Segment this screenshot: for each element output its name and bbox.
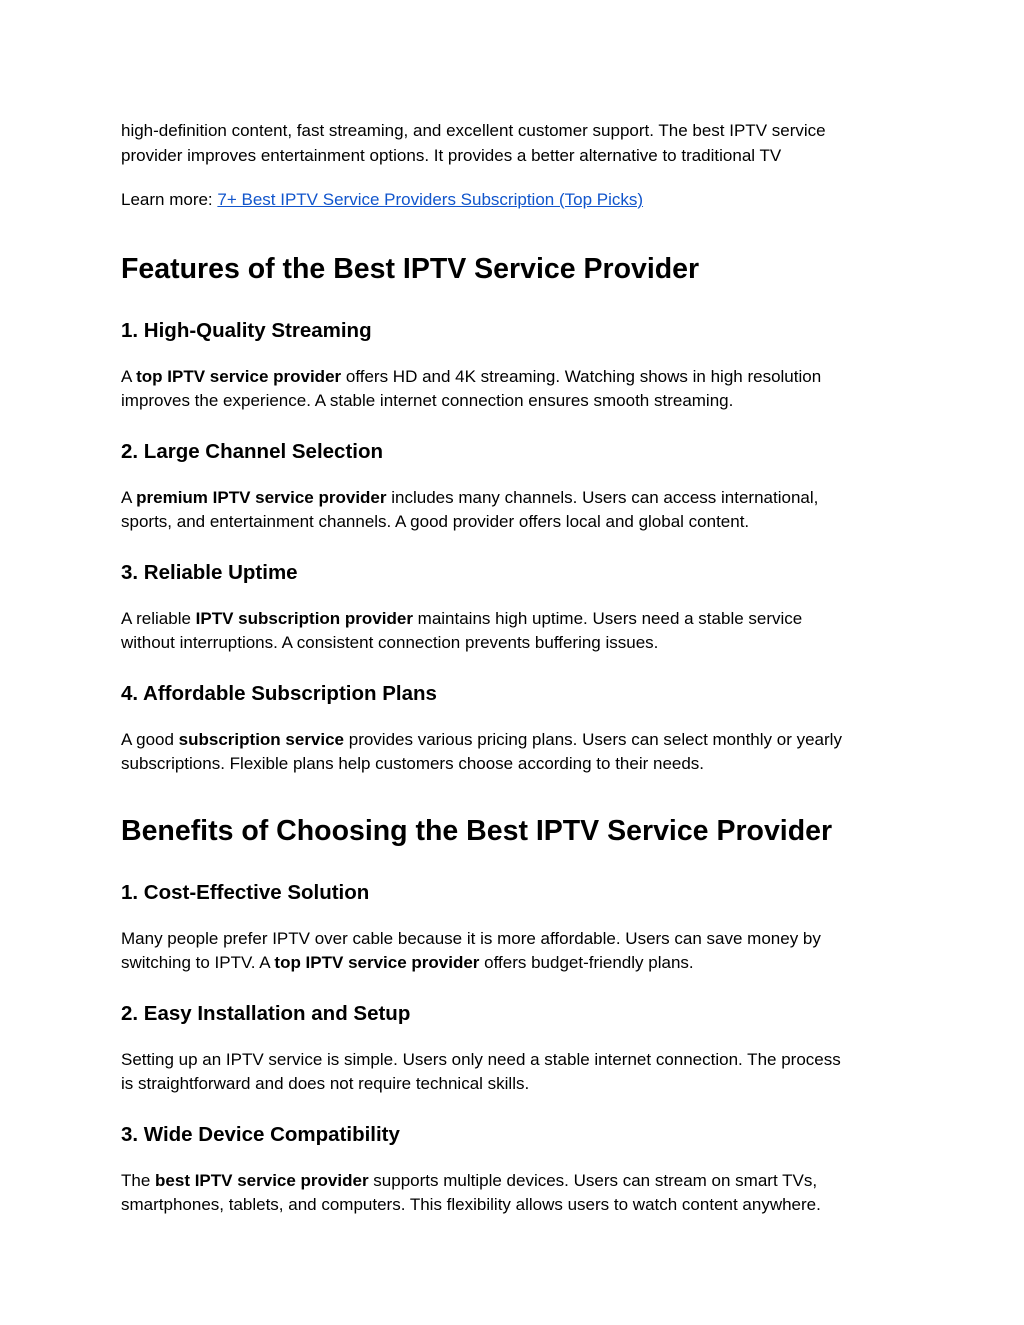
benefit-1-line-1: Many people prefer IPTV over cable because it is more affordable. Users can save money by (121, 928, 821, 948)
benefit-1-title: 1. Cost-Effective Solution (121, 880, 370, 904)
benefit-3-post: supports multiple devices. Users can stream on smart TVs, (368, 1170, 818, 1190)
feature-2-pre: A (121, 487, 137, 507)
intro-line-2: provider improves entertainment options. It provides a better alternative to traditional TV (121, 145, 782, 165)
document-page (121, 119, 911, 1242)
benefit-2-line-2: is straightforward and does not require technical skills. (121, 1074, 530, 1093)
feature-3-title: 3. Reliable Uptime (121, 560, 298, 584)
feature-2-title: 2. Large Channel Selection (121, 439, 384, 463)
feature-4-pre: A good (121, 729, 179, 749)
feature-2-bold: premium IPTV service provider (136, 487, 387, 507)
feature-2-paragraph (121, 486, 911, 535)
feature-1-pre: A (121, 366, 137, 386)
features-heading: Features of the Best IPTV Service Provider (121, 252, 700, 285)
benefits-heading: Benefits of Choosing the Best IPTV Service Provider (121, 814, 833, 847)
benefit-1-paragraph (121, 927, 911, 976)
feature-2-post: includes many channels. Users can access international, (386, 487, 819, 507)
feature-1-paragraph (121, 365, 911, 414)
feature-1-post: offers HD and 4K streaming. Watching shows in high resolution (341, 366, 822, 386)
benefit-1-bold: top IPTV service provider (274, 953, 480, 972)
feature-3-paragraph (121, 607, 911, 656)
feature-4-bold: subscription service (178, 729, 345, 749)
benefit-3-title: 3. Wide Device Compatibility (121, 1122, 400, 1146)
feature-4-post: provides various pricing plans. Users can select monthly or yearly (344, 729, 842, 749)
feature-3-post: maintains high uptime. Users need a stable service (412, 608, 803, 628)
feature-4-paragraph (121, 728, 911, 777)
learn-more-paragraph (121, 188, 911, 213)
learn-more-label: Learn more: (121, 190, 218, 209)
feature-3-line-2: without interruptions. A consistent connection prevents buffering issues. (121, 633, 659, 652)
benefit-2-line-1: Setting up an IPTV service is simple. Users only need a stable internet connection. The process (121, 1049, 841, 1069)
feature-1-line-2: improves the experience. A stable internet connection ensures smooth streaming. (121, 391, 734, 410)
benefit-2-title: 2. Easy Installation and Setup (121, 1001, 411, 1025)
feature-1-title: 1. High-Quality Streaming (121, 318, 372, 342)
feature-4-line-2: subscriptions. Flexible plans help customers choose according to their needs. (121, 754, 705, 773)
benefit-1-post: offers budget-friendly plans. (479, 953, 694, 972)
feature-2-line-2: sports, and entertainment channels. A good provider offers local and global content. (121, 512, 750, 531)
intro-line-1: high-definition content, fast streaming, and excellent customer support. The best IPTV service (121, 121, 826, 140)
learn-more-link[interactable]: 7+ Best IPTV Service Providers Subscription (Top Picks) (217, 190, 644, 209)
benefit-3-paragraph (121, 1169, 911, 1218)
benefit-3-pre: The (121, 1170, 156, 1190)
feature-4-title: 4. Affordable Subscription Plans (121, 681, 437, 705)
benefit-1-pre: switching to IPTV. A (121, 953, 275, 972)
benefit-3-bold: best IPTV service provider (155, 1170, 369, 1190)
benefit-3-line-2: smartphones, tablets, and computers. This flexibility allows users to watch content anywhere. (121, 1195, 821, 1214)
feature-3-bold: IPTV subscription provider (195, 608, 413, 628)
feature-3-pre: A reliable (121, 608, 196, 628)
benefit-2-paragraph (121, 1048, 911, 1097)
feature-1-bold: top IPTV service provider (136, 366, 342, 386)
intro-paragraph (121, 119, 911, 168)
